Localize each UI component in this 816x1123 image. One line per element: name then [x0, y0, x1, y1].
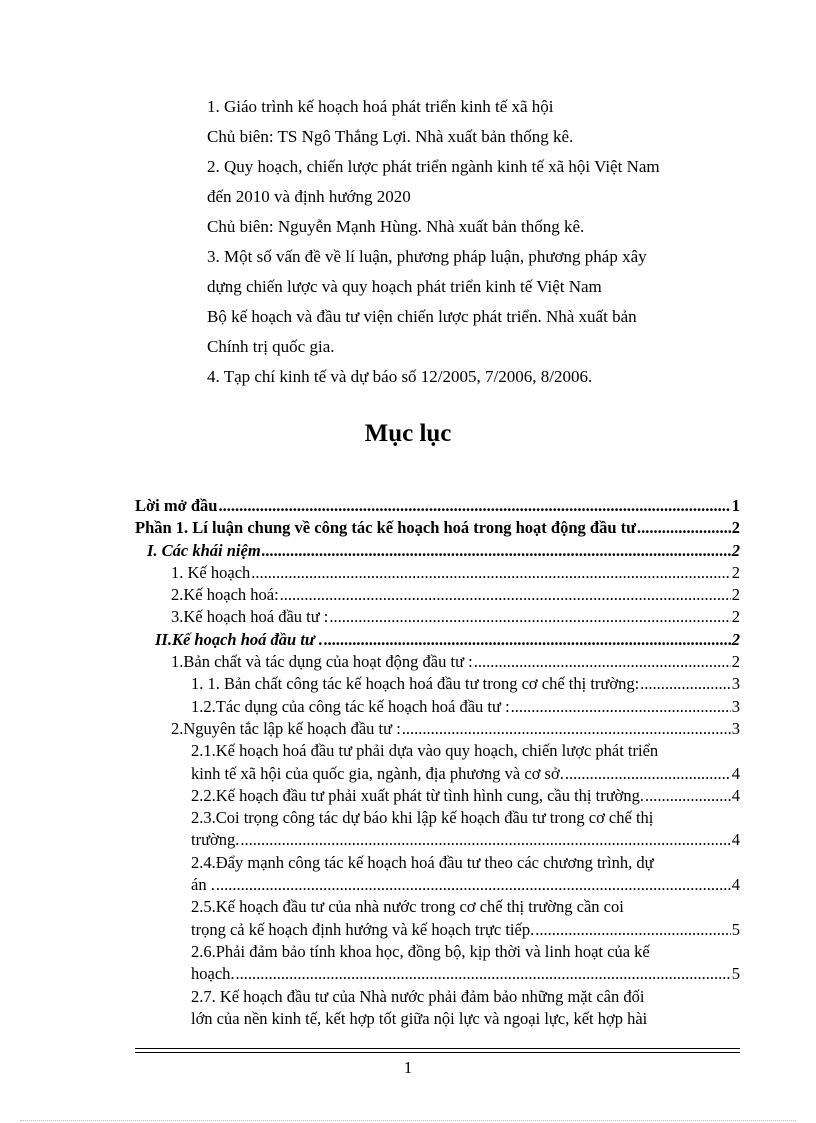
page-number: 1 — [403, 1058, 413, 1077]
toc-entry-page: 3 — [731, 674, 740, 694]
toc-entry-page: 5 — [731, 919, 740, 939]
reference-line: 2. Quy hoạch, chiến lược phát triển ngành kinh tế xã hội Việt Nam — [207, 157, 660, 176]
toc-entry-page: 4 — [731, 785, 740, 805]
toc-entry-page: 4 — [731, 875, 740, 895]
toc-entry-label: kinh tế xã hội của quốc gia, ngành, địa phương và cơ sở. — [191, 763, 564, 783]
reference-line: đến 2010 và định hướng 2020 — [207, 187, 411, 206]
toc-entry-line2[interactable] — [135, 829, 740, 851]
toc-title: Mục lục — [364, 420, 452, 447]
toc-entry-label: 1. Kế hoạch — [171, 562, 251, 582]
toc-entry-line2[interactable] — [135, 763, 740, 785]
toc-entry-page: 3 — [731, 696, 740, 716]
toc-entry-page: 5 — [731, 964, 740, 984]
toc-entry[interactable] — [135, 673, 740, 695]
toc-entry-page: 2 — [731, 585, 740, 605]
toc-entry-label: II.Kế hoạch hoá đầu tư . — [155, 629, 324, 649]
toc-entry-label: 2.5.Kế hoạch đầu tư của nhà nước trong cơ chế thị trường cần coi — [191, 897, 624, 917]
toc-entry-line1[interactable] — [135, 896, 740, 918]
toc-entry-label: trọng cả kế hoạch định hướng và kế hoạch trực tiếp. — [191, 919, 535, 939]
toc-entry[interactable] — [135, 718, 740, 740]
toc-entry-page: 1 — [731, 496, 740, 515]
toc-entry-page: 2 — [731, 652, 740, 672]
toc-entry[interactable] — [135, 495, 740, 517]
toc-entry-line2[interactable] — [135, 963, 740, 985]
toc-entry-label: lớn của nền kinh tế, kết hợp tốt giữa nội lực và ngoại lực, kết hợp hài — [191, 1008, 648, 1028]
toc-entry-line2[interactable] — [135, 874, 740, 896]
toc-entry-page: 4 — [731, 763, 740, 783]
toc-entry-page: 3 — [731, 718, 740, 738]
toc-entry-label: hoạch. — [191, 964, 235, 984]
toc-entry[interactable] — [135, 629, 740, 651]
toc-entry[interactable] — [135, 517, 740, 539]
toc-entry-line1[interactable] — [135, 852, 740, 874]
toc-entry[interactable] — [135, 606, 740, 628]
reference-line: Bộ kế hoạch và đầu tư viện chiến lược phát triển. Nhà xuất bản — [207, 307, 637, 326]
footer-divider — [135, 1052, 740, 1053]
toc-entry-label: 1.2.Tác dụng của công tác kế hoạch hoá đầu tư : — [191, 696, 510, 716]
toc-entry-label: trường. — [191, 830, 240, 850]
footer-divider — [135, 1048, 740, 1049]
toc-entry-label: 2.7. Kế hoạch đầu tư của Nhà nước phải đảm bảo những mặt cân đối — [191, 986, 645, 1006]
toc-entry-page: 2 — [731, 607, 740, 627]
toc-entry-line1[interactable] — [135, 941, 740, 963]
toc-entry-label: 1. 1. Bản chất công tác kế hoạch hoá đầu tư trong cơ chế thị trường: — [191, 674, 640, 694]
toc-entry-label: I. Các khái niệm — [147, 540, 261, 560]
toc-entry-line1[interactable] — [135, 740, 740, 762]
toc-entry-label: 2.2.Kế hoạch đầu tư phải xuất phát từ tình hình cung, cầu thị trường. — [191, 785, 645, 805]
toc-entry-line1[interactable] — [135, 807, 740, 829]
reference-line: 4. Tạp chí kinh tế và dự báo số 12/2005, 7/2006, 8/2006. — [207, 367, 593, 386]
toc-entry-label: 3.Kế hoạch hoá đầu tư : — [171, 607, 329, 627]
toc-entry-line1[interactable] — [135, 986, 740, 1008]
toc-entry-page: 2 — [731, 540, 740, 560]
reference-line: Chủ biên: Nguyễn Mạnh Hùng. Nhà xuất bản thống kê. — [207, 217, 585, 236]
toc-entry-label: 2.1.Kế hoạch hoá đầu tư phải dựa vào quy hoạch, chiến lược phát triển — [191, 741, 659, 761]
toc-entry-page: 2 — [731, 562, 740, 582]
toc-entry-label: 2.3.Coi trọng công tác dự báo khi lập kế hoạch đầu tư trong cơ chế thị — [191, 808, 654, 828]
references-list — [207, 92, 738, 392]
toc-entry-label: 2.Nguyên tắc lập kế hoạch đầu tư : — [171, 718, 401, 738]
page-edge — [20, 1120, 796, 1121]
reference-line: Chính trị quốc gia. — [207, 337, 335, 356]
toc-entry-label: 2.Kế hoạch hoá: — [171, 585, 279, 605]
toc-entry[interactable] — [135, 696, 740, 718]
reference-line: 1. Giáo trình kế hoạch hoá phát triển kinh tế xã hội — [207, 97, 554, 116]
toc-entry-page: 2 — [731, 518, 740, 538]
toc-entry-label: 1.Bản chất và tác dụng của hoạt động đầu tư : — [171, 652, 473, 672]
toc-entry-label: 2.6.Phải đảm bảo tính khoa học, đồng bộ, kịp thời và linh hoạt của kế — [191, 941, 650, 961]
toc-entry-page: 4 — [731, 830, 740, 850]
toc-entry-line2[interactable] — [135, 919, 740, 941]
toc-entry[interactable] — [135, 584, 740, 606]
toc-entry-label: Lời mở đầu — [135, 496, 218, 515]
toc-entry-label: Phần 1. Lí luận chung về công tác kế hoạch hoá trong hoạt động đầu tư — [135, 518, 637, 538]
reference-line: Chủ biên: TS Ngô Thắng Lợi. Nhà xuất bản thống kê. — [207, 127, 574, 146]
reference-line: dựng chiến lược và quy hoạch phát triển kinh tế Việt Nam — [207, 277, 602, 296]
toc-entry[interactable] — [135, 651, 740, 673]
toc-entry[interactable] — [135, 562, 740, 584]
toc-entry-label: 2.4.Đẩy mạnh công tác kế hoạch hoá đầu tư theo các chương trình, dự — [191, 852, 654, 872]
reference-line: 3. Một số vấn đề về lí luận, phương pháp luận, phương pháp xây — [207, 247, 647, 266]
table-of-contents — [135, 495, 740, 1030]
toc-entry-label: án . — [191, 875, 215, 895]
toc-entry-page: 2 — [731, 629, 740, 649]
toc-entry[interactable] — [135, 540, 740, 562]
toc-entry[interactable] — [135, 785, 740, 807]
toc-entry-line2[interactable] — [135, 1008, 740, 1030]
